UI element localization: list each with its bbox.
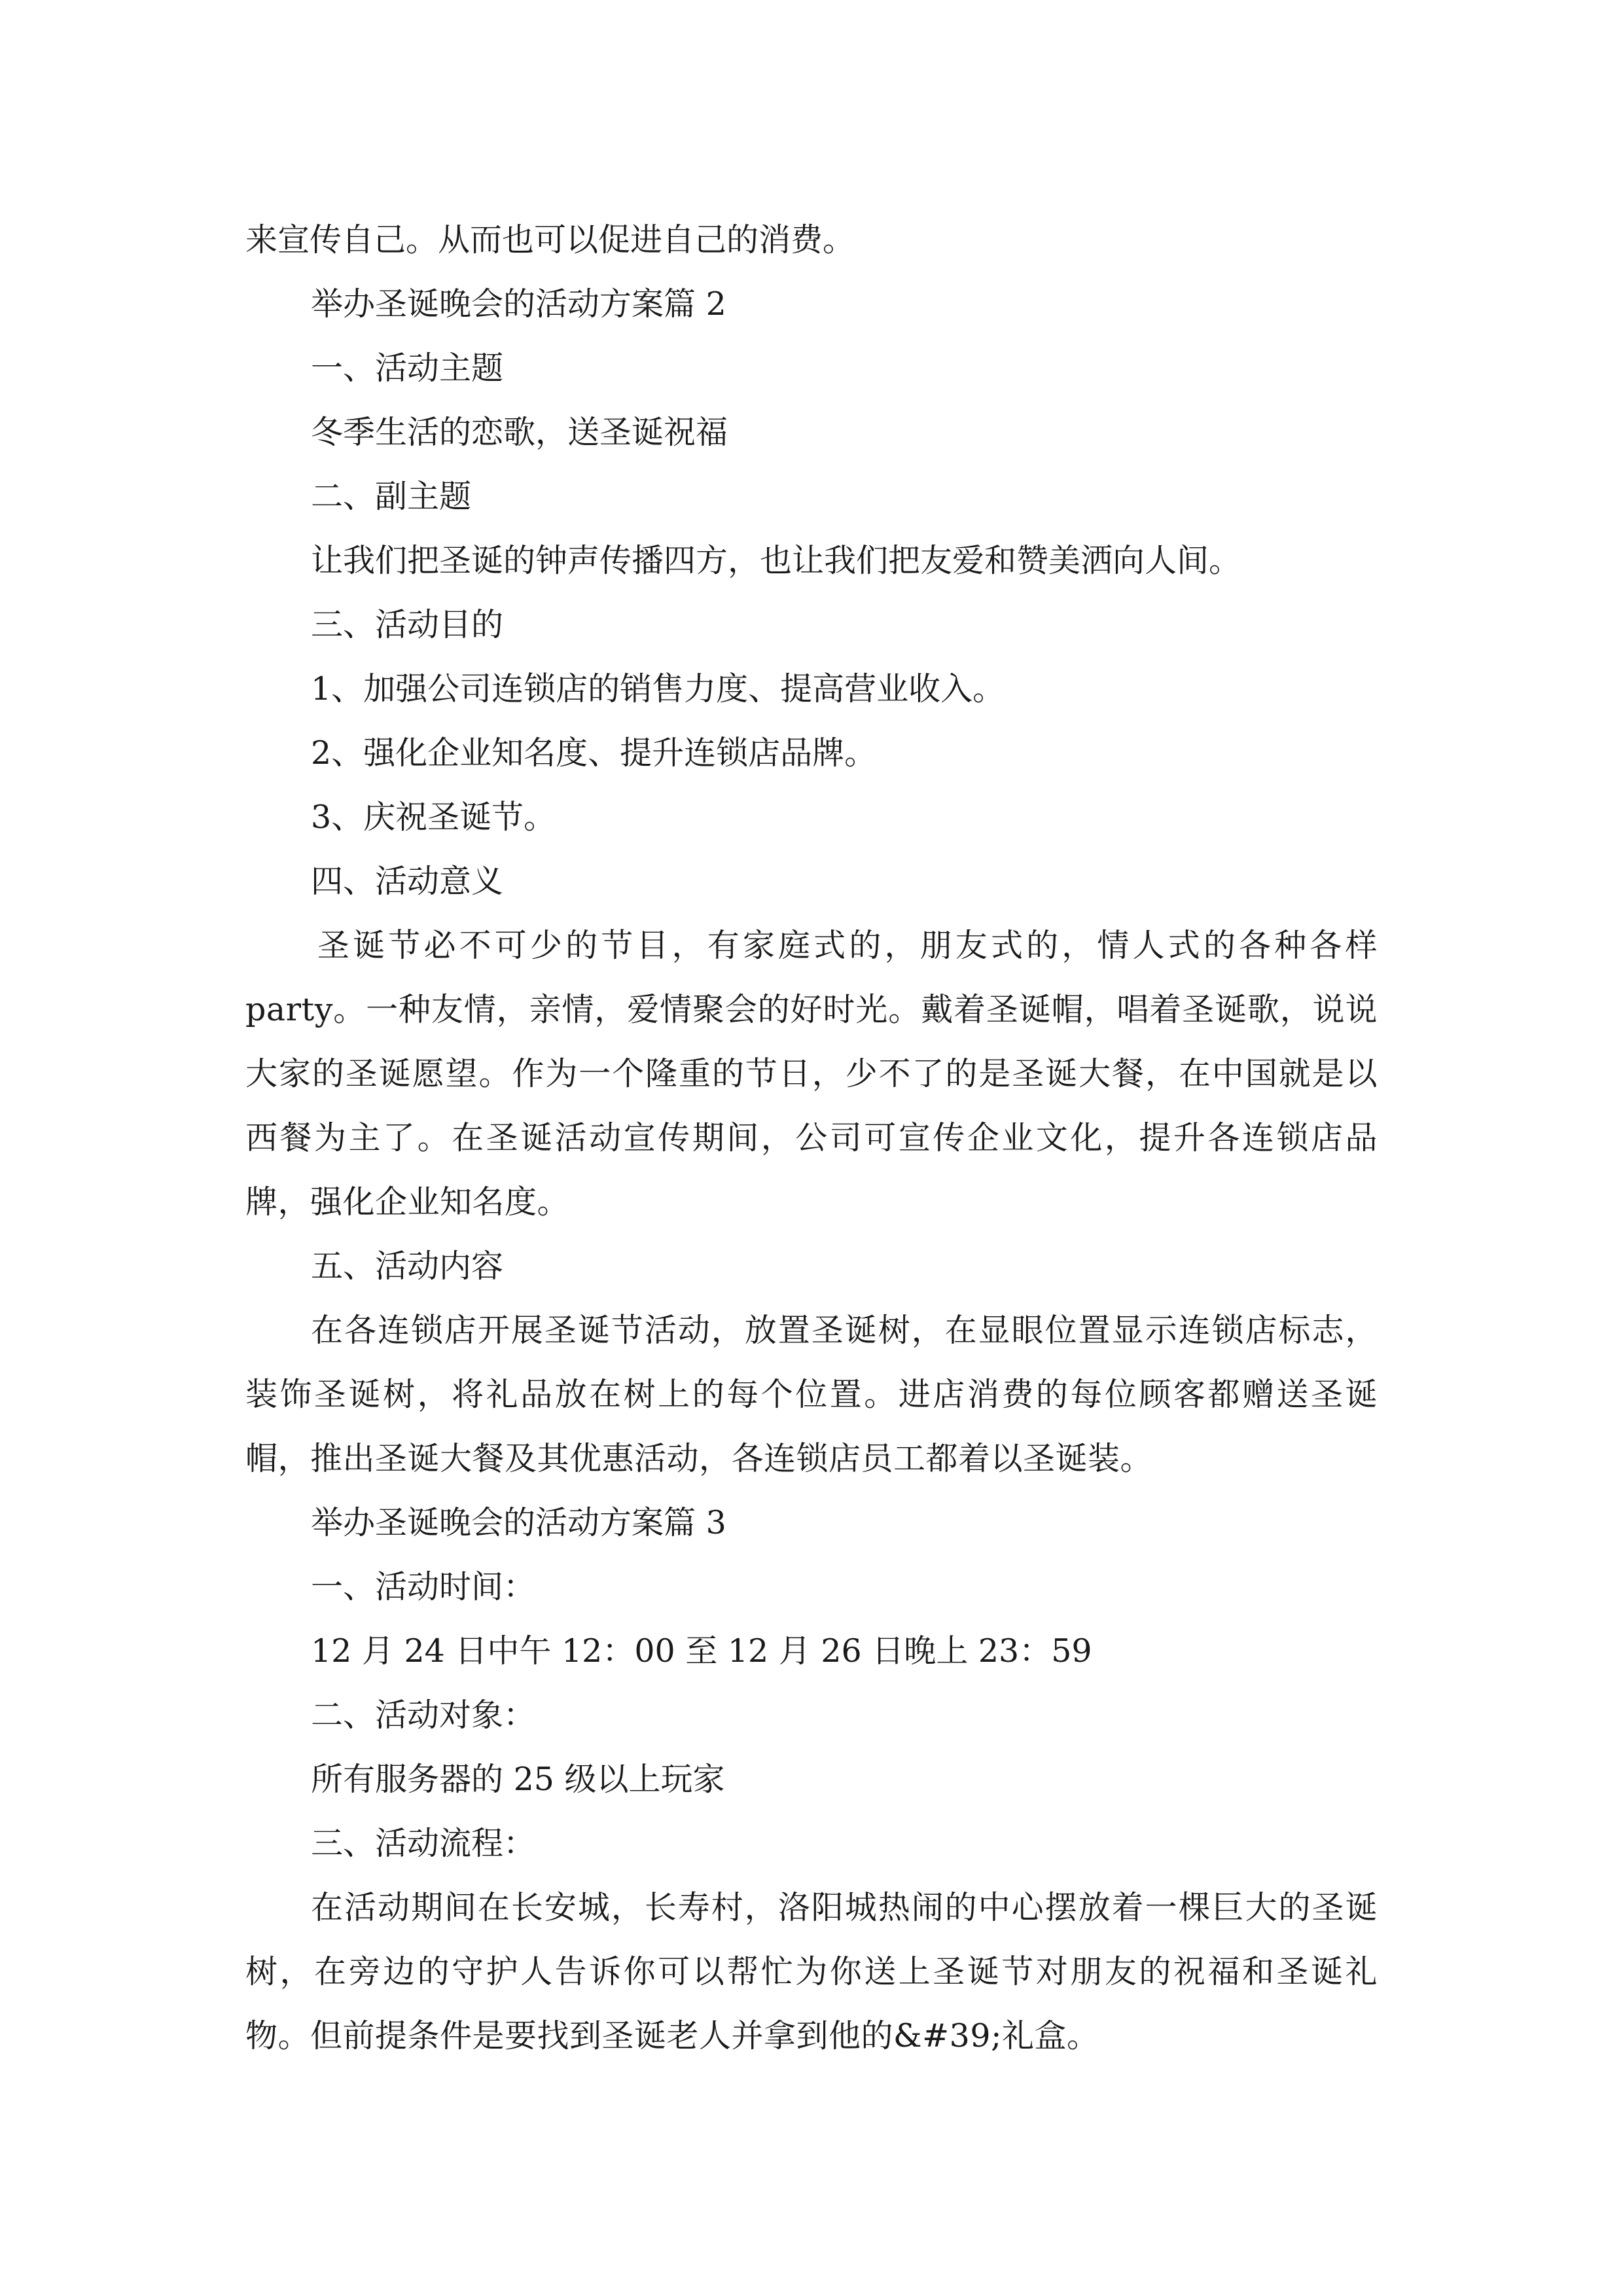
paragraph: 在各连锁店开展圣诞节活动，放置圣诞树，在显眼位置显示连锁店标志，装饰圣诞树，将礼品放在树上的每个位置。进店消费的每位顾客都赠送圣诞帽，推出圣诞大餐及其优惠活动，各连锁店员工都着以圣诞装。 xyxy=(245,1312,1378,1477)
list-item: 1、加强公司连锁店的销售力度、提高营业收入。 xyxy=(311,670,1005,708)
subheading: 三、活动目的 xyxy=(311,606,504,643)
text-line: 让我们把圣诞的钟声传播四方，也让我们把友爱和赞美洒向人间。 xyxy=(311,542,1241,579)
list-item: 2、强化企业知名度、提升连锁店品牌。 xyxy=(311,734,877,772)
text-line: 冬季生活的恋歌，送圣诞祝福 xyxy=(311,414,728,451)
list-item: 3、庆祝圣诞节。 xyxy=(311,798,556,836)
paragraph: 圣诞节必不可少的节目，有家庭式的，朋友式的，情人式的各种各样party。一种友情，亲情，爱情聚会的好时光。戴着圣诞帽，唱着圣诞歌，说说大家的圣诞愿望。作为一个隆重的节日，少不了的是圣诞大餐，在中国就是以西餐为主了。在圣诞活动宣传期间，公司可宣传企业文化，提升各连锁店品牌，强化企业知名度。 xyxy=(245,927,1378,1221)
subheading: 二、活动对象： xyxy=(311,1696,536,1734)
subheading: 五、活动内容 xyxy=(311,1247,504,1285)
paragraph: 在活动期间在长安城，长寿村，洛阳城热闹的中心摆放着一棵巨大的圣诞树，在旁边的守护人告诉你可以帮忙为你送上圣诞节对朋友的祝福和圣诞礼物。但前提条件是要找到圣诞老人并拿到他的&#39;礼盒。 xyxy=(245,1889,1378,2054)
text-line: 所有服务器的 25 级以上玩家 xyxy=(311,1761,725,1798)
subheading: 四、活动意义 xyxy=(311,863,504,900)
document-body xyxy=(245,208,1378,2068)
subheading: 一、活动时间： xyxy=(311,1568,536,1605)
text-line: 12 月 24 日中午 12：00 至 12 月 26 日晚上 23：59 xyxy=(311,1632,1092,1670)
text-line: 来宣传自己。从而也可以促进自己的消费。 xyxy=(245,221,855,259)
subheading: 一、活动主题 xyxy=(311,350,504,387)
subheading: 三、活动流程： xyxy=(311,1825,536,1862)
section-heading: 举办圣诞晚会的活动方案篇 3 xyxy=(311,1504,726,1541)
section-heading: 举办圣诞晚会的活动方案篇 2 xyxy=(311,285,726,323)
subheading: 二、副主题 xyxy=(311,478,472,515)
